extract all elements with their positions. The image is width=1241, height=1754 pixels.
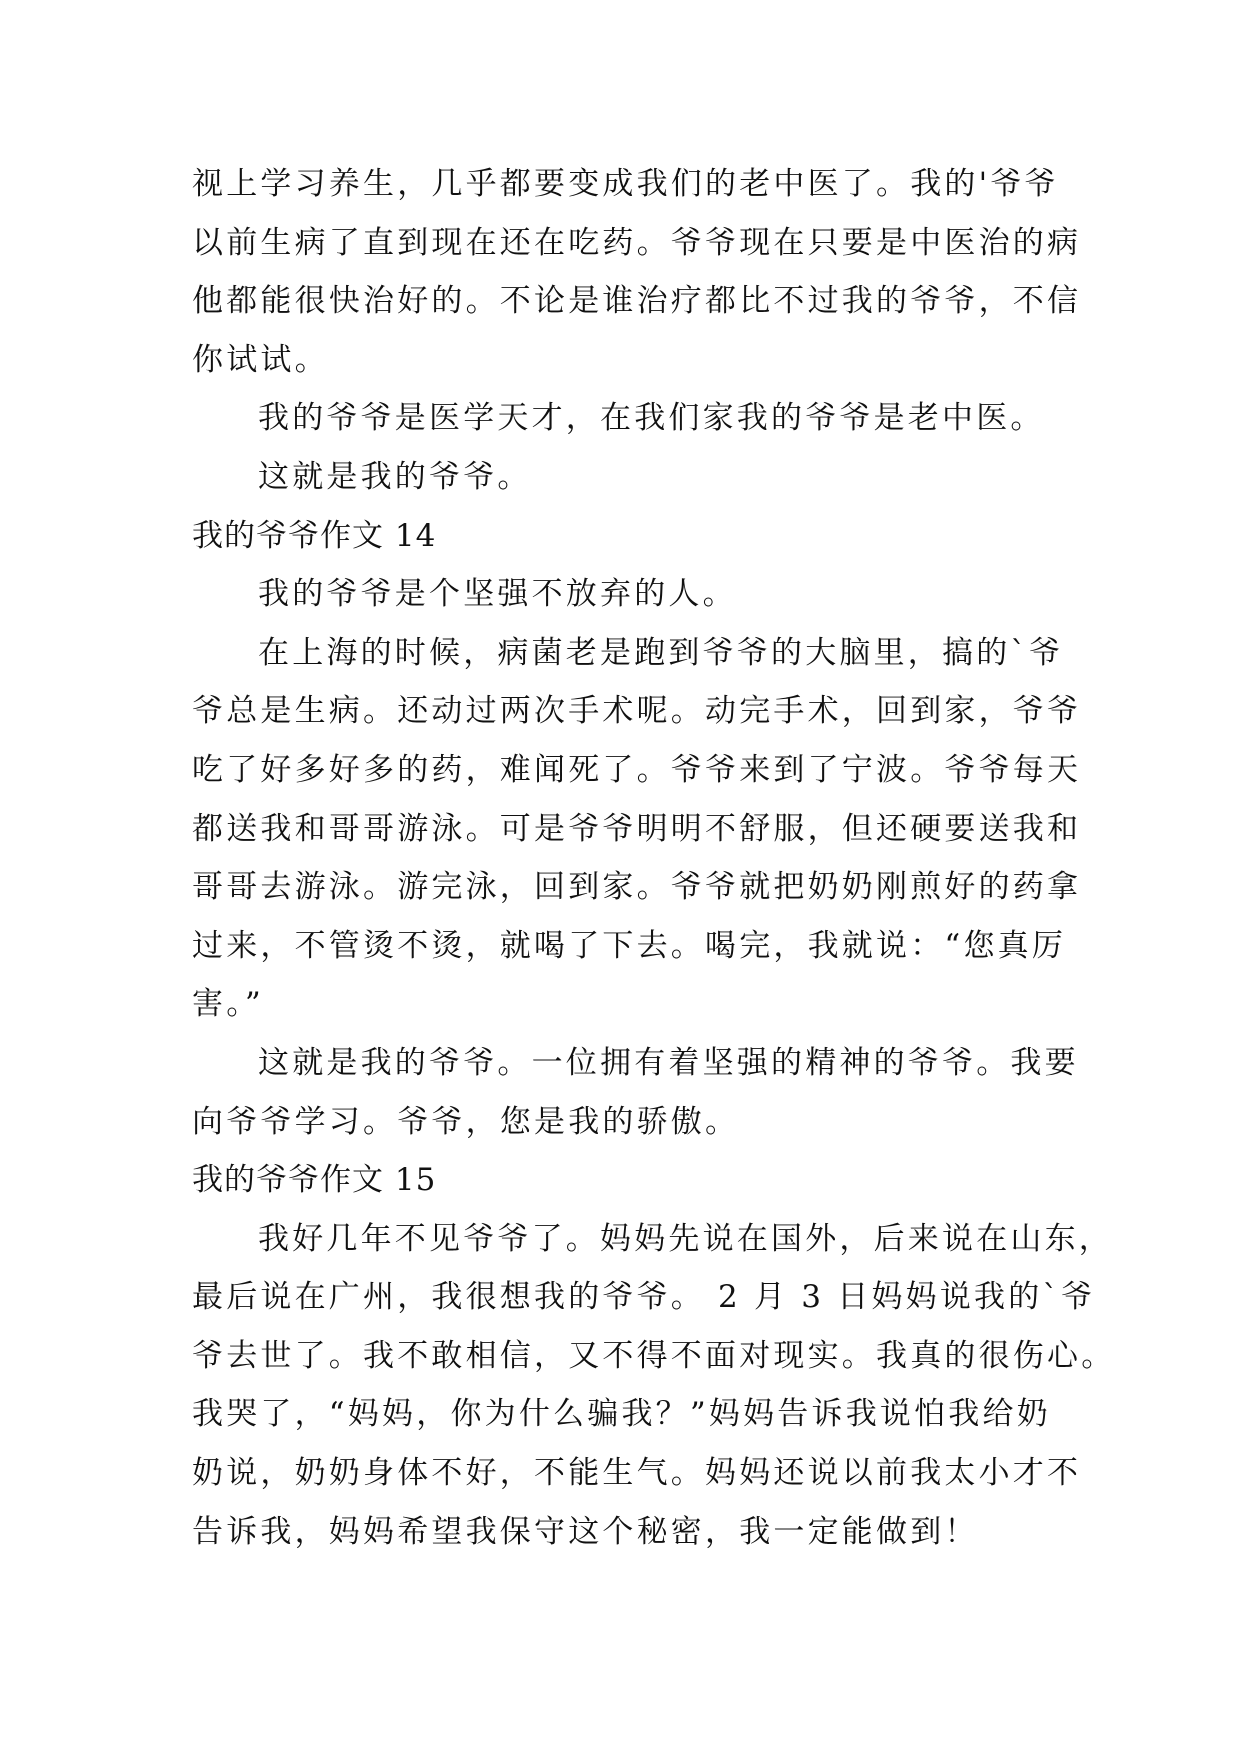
text-line: 都送我和哥哥游泳。可是爷爷明明不舒服，但还硬要送我和 (192, 810, 1082, 847)
text-line: 我哭了，“妈妈，你为什么骗我？”妈妈告诉我说怕我给奶 (192, 1396, 1051, 1433)
text-line: 在上海的时候，病菌老是跑到爷爷的大脑里，搞的`爷 (258, 634, 1064, 671)
section-heading: 我的爷爷作文 14 (192, 517, 437, 554)
text-line: 我好几年不见爷爷了。妈妈先说在国外，后来说在山东， (258, 1220, 1113, 1257)
section-heading: 我的爷爷作文 15 (192, 1162, 437, 1199)
text-line: 吃了好多好多的药，难闻死了。爷爷来到了宁波。爷爷每天 (192, 751, 1082, 788)
document-page (192, 155, 1116, 1561)
text-line: 奶说，奶奶身体不好，不能生气。妈妈还说以前我太小才不 (192, 1455, 1082, 1492)
text-line: 向爷爷学习。爷爷，您是我的骄傲。 (192, 1103, 740, 1140)
text-line: 哥哥去游泳。游完泳，回到家。爷爷就把奶奶刚煎好的药拿 (192, 869, 1082, 906)
text-line: 爷去世了。我不敢相信，又不得不面对现实。我真的很伤心。 (192, 1337, 1116, 1374)
text-line: 害。” (192, 986, 264, 1023)
text-line: 爷总是生病。还动过两次手术呢。动完手术，回到家，爷爷 (192, 693, 1082, 730)
text-line: 他都能很快治好的。不论是谁治疗都比不过我的爷爷，不信 (192, 283, 1082, 320)
text-line: 我的爷爷是个坚强不放弃的人。 (258, 576, 737, 613)
text-line: 这就是我的爷爷。一位拥有着坚强的精神的爷爷。我要 (258, 1044, 1079, 1081)
text-line: 以前生病了直到现在还在吃药。爷爷现在只要是中医治的病 (192, 224, 1082, 261)
text-line: 我的爷爷是医学天才，在我们家我的爷爷是老中医。 (258, 400, 1045, 437)
text-line: 这就是我的爷爷。 (258, 458, 532, 495)
text-line: 过来，不管烫不烫，就喝了下去。喝完，我就说：“您真厉 (192, 927, 1067, 964)
text-line: 你试试。 (192, 341, 329, 378)
text-line: 最后说在广州，我很想我的爷爷。 2 月 3 日妈妈说我的`爷 (192, 1279, 1096, 1316)
text-line: 告诉我，妈妈希望我保守这个秘密，我一定能做到！ (192, 1513, 979, 1550)
text-line: 视上学习养生，几乎都要变成我们的老中医了。我的'爷爷 (192, 166, 1059, 202)
